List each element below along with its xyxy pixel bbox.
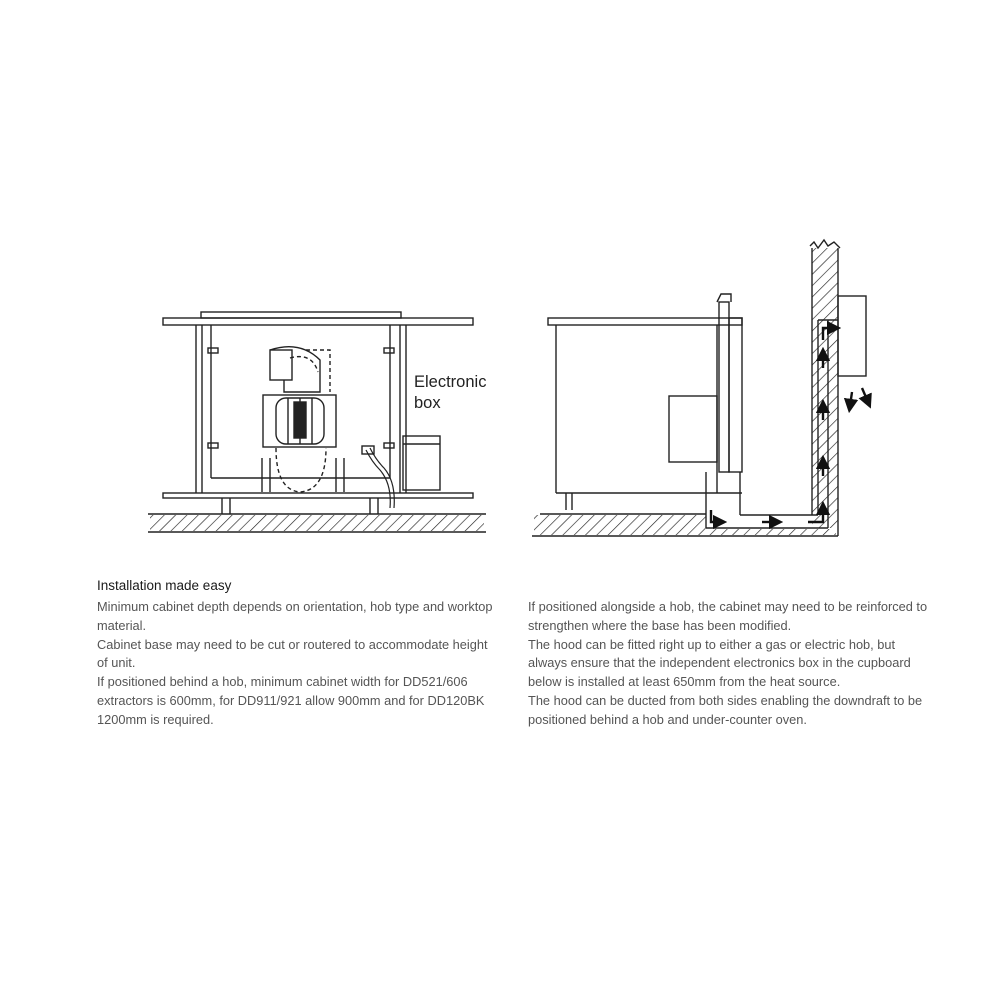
- right-paragraph: The hood can be fitted right up to either a gas or electric hob, but always ensure that the independent electronics box in the cupboard below is installed at least 650mm from the heat source.: [528, 636, 911, 690]
- front-view-diagram: [148, 312, 486, 532]
- electronic-box-label-line2: box: [414, 394, 441, 412]
- right-paragraph: If positioned alongside a hob, the cabinet may need to be reinforced to strengthen where the base has been modified.: [528, 599, 928, 633]
- left-paragraph: Cabinet base may need to be cut or routered to accommodate height of unit.: [97, 636, 488, 671]
- left-text-column: [97, 598, 497, 730]
- electronic-box-label: [414, 373, 491, 412]
- side-view-diagram: [532, 240, 866, 536]
- left-paragraph: If positioned behind a hob, minimum cabinet width for DD521/606 extractors is 600mm, for DD911/921 allow 900mm and for DD120BK 1200mm is required.: [97, 674, 485, 727]
- right-paragraph: The hood can be ducted from both sides enabling the downdraft to be positioned behind a hob and under-counter oven.: [528, 692, 923, 727]
- section-heading: Installation made easy: [97, 578, 232, 593]
- left-paragraph: Minimum cabinet depth depends on orientation, hob type and worktop material.: [97, 599, 493, 633]
- electronic-box-label-line1: Electronic: [414, 373, 487, 391]
- right-text-column: [528, 598, 928, 730]
